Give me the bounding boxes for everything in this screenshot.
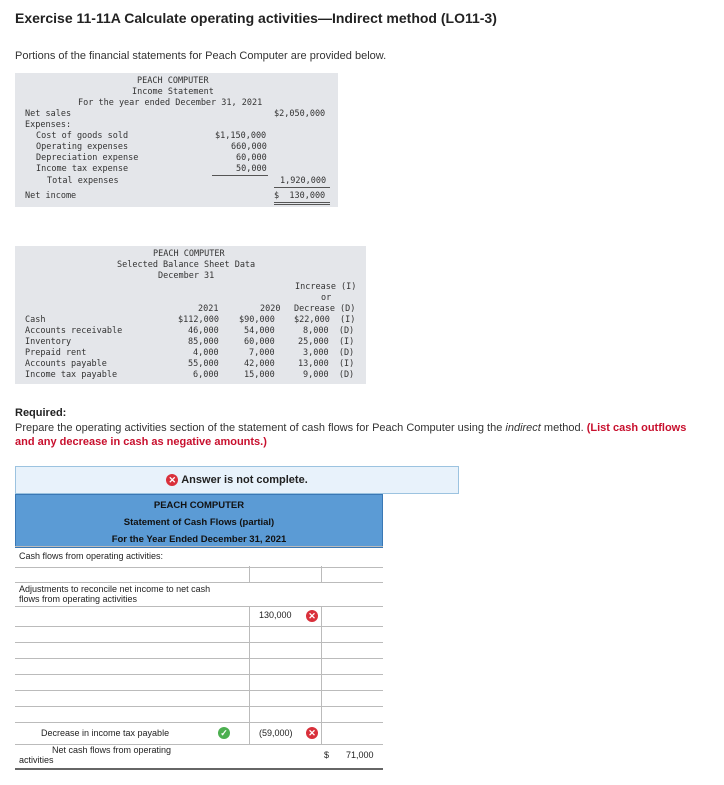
amount-input[interactable]: [249, 642, 322, 658]
table-row: [15, 722, 383, 745]
bs-row-change: $22,000 (I): [294, 315, 356, 325]
error-icon: ✕: [166, 474, 178, 486]
bs-row-change: 8,000 (D): [303, 326, 355, 336]
is-expense-value: 660,000: [231, 142, 267, 152]
is-expense-label: Depreciation expense: [36, 153, 139, 163]
answer-period: For the Year Ended December 31, 2021: [111, 534, 287, 545]
bs-row-2020: 15,000: [244, 370, 275, 380]
is-period: For the year ended December 31, 2021: [78, 98, 263, 108]
is-net-sales: $2,050,000: [274, 109, 326, 119]
required-label: Required:: [15, 407, 67, 419]
page-title: Exercise 11-11A Calculate operating activities—Indirect method (LO11-3): [15, 10, 497, 26]
error-icon: ✕: [306, 727, 318, 739]
net-label: [19, 745, 189, 765]
is-expense-label: Cost of goods sold: [36, 131, 129, 141]
table-row: [15, 546, 383, 568]
is-rule: [274, 187, 330, 188]
cash-flows-label: Cash flows from operating activities:: [19, 551, 164, 561]
banner-text: Answer is not complete.: [181, 474, 308, 486]
bs-company: PEACH COMPUTER: [153, 249, 225, 259]
bs-row-2021: 6,000: [193, 370, 219, 380]
label-input[interactable]: [15, 706, 250, 722]
bs-row-2021: 55,000: [188, 359, 219, 369]
bs-name: Selected Balance Sheet Data: [117, 260, 256, 270]
total-input[interactable]: [320, 744, 383, 768]
balance-sheet: [15, 246, 366, 384]
bs-col-change: Decrease (D): [294, 304, 356, 314]
label-input[interactable]: [15, 690, 250, 706]
bs-row-change: 25,000 (I): [298, 337, 355, 347]
bs-row-2021: 85,000: [188, 337, 219, 347]
bs-row-2021: 4,000: [193, 348, 219, 358]
amount-input[interactable]: [249, 706, 322, 722]
table-row: [15, 642, 383, 659]
is-net-income: $ 130,000: [274, 191, 326, 201]
is-expense-value: $1,150,000: [215, 131, 267, 141]
dollar-sign: $: [324, 750, 330, 760]
answer-statement: Statement of Cash Flows (partial): [123, 517, 275, 528]
table-row: [15, 626, 383, 643]
is-expense-label: Operating expenses: [36, 142, 129, 152]
bs-row-label: Cash: [25, 315, 46, 325]
is-total-label: Total expenses: [47, 176, 119, 186]
amount-input[interactable]: [249, 722, 322, 744]
is-rule: [212, 175, 268, 176]
bs-row-change: 9,000 (D): [303, 370, 355, 380]
amount-input[interactable]: [249, 606, 322, 626]
amount-input[interactable]: [249, 658, 322, 674]
net-value: 71,000: [346, 750, 374, 760]
is-expense-label: Income tax expense: [36, 164, 129, 174]
bs-row-2020: 7,000: [249, 348, 275, 358]
answer-table: [15, 546, 383, 768]
bs-row-change: 13,000 (I): [298, 359, 355, 369]
check-icon: ✓: [218, 727, 230, 739]
bs-row-2021: 46,000: [188, 326, 219, 336]
label-input[interactable]: [15, 658, 250, 674]
bs-row-2020: 60,000: [244, 337, 275, 347]
bs-row-2021: $112,000: [178, 315, 219, 325]
required-text: [15, 421, 705, 449]
required-text-part: Prepare the operating activities section of the statement of cash flows for Peach Computer using the: [15, 422, 506, 434]
answer-table-header: [15, 494, 383, 548]
label-input[interactable]: [15, 642, 250, 658]
bs-col-change: Increase (I): [295, 282, 357, 292]
table-row: [15, 674, 383, 691]
required-note: (List cash outflows and any decrease in cash as negative amounts.): [15, 422, 687, 448]
income-statement: [15, 73, 338, 207]
bs-row-2020: 54,000: [244, 326, 275, 336]
net-income-value: 130,000: [259, 610, 292, 620]
bs-row-2020: $90,000: [239, 315, 275, 325]
bs-row-label: Accounts receivable: [25, 326, 123, 336]
bs-row-label: Income tax payable: [25, 370, 118, 380]
bs-row-2020: 42,000: [244, 359, 275, 369]
is-double-rule: [274, 202, 330, 205]
required-method: indirect: [505, 422, 541, 434]
table-row: [15, 606, 383, 627]
is-net-income-label: Net income: [25, 191, 77, 201]
required-text-part: method.: [540, 422, 587, 434]
amount-input[interactable]: [249, 690, 322, 706]
bs-row-change: 3,000 (D): [303, 348, 355, 358]
bs-row-label: Inventory: [25, 337, 72, 347]
bs-date: December 31: [158, 271, 215, 281]
table-row: [15, 566, 383, 583]
is-expenses-label: Expenses:: [25, 120, 72, 130]
answer-company: PEACH COMPUTER: [153, 500, 245, 511]
is-name: Income Statement: [132, 87, 214, 97]
bs-row-label: Prepaid rent: [25, 348, 87, 358]
error-icon: ✕: [306, 610, 318, 622]
label-input[interactable]: [15, 606, 250, 626]
table-row: [15, 690, 383, 707]
is-net-sales-label: Net sales: [25, 109, 72, 119]
label-input[interactable]: [15, 626, 250, 642]
label-input[interactable]: [15, 674, 250, 690]
tax-label: Decrease in income tax payable: [41, 728, 170, 738]
label-input[interactable]: [15, 722, 250, 744]
amount-input[interactable]: [249, 566, 322, 582]
bs-row-label: Accounts payable: [25, 359, 107, 369]
bs-col-2020: 2020: [260, 304, 281, 314]
intro-text: Portions of the financial statements for Peach Computer are provided below.: [15, 50, 387, 62]
label-input[interactable]: [15, 566, 250, 582]
table-row: [15, 706, 383, 723]
tax-value: (59,000): [259, 728, 293, 738]
table-row: [15, 744, 383, 770]
is-total: 1,920,000: [280, 176, 327, 186]
bs-col-2021: 2021: [198, 304, 219, 314]
is-expense-value: 60,000: [236, 153, 267, 163]
bs-col-change: or: [321, 293, 332, 303]
amount-input[interactable]: [249, 626, 322, 642]
is-company: PEACH COMPUTER: [137, 76, 209, 86]
is-expense-value: 50,000: [236, 164, 267, 174]
answer-status-banner: [15, 466, 459, 494]
amount-input[interactable]: [249, 674, 322, 690]
table-row: [15, 582, 383, 607]
adjustments-label: Adjustments to reconcile net income to net cash flows from operating activities: [19, 584, 211, 604]
net-label-text: Net cash flows from operating activities: [19, 745, 172, 765]
table-row: [15, 658, 383, 675]
